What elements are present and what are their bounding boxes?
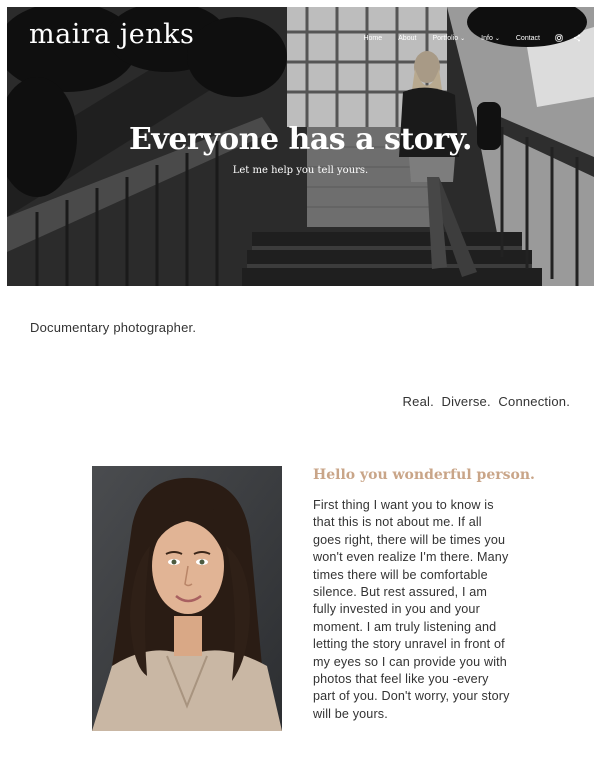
- portrait-photo: [92, 466, 282, 731]
- intro-heading: Hello you wonderful person.: [313, 467, 535, 483]
- intro-body: First thing I want you to know is that this is not about me. If all goes right, there will be times you won't even realize I'm there. Many times there will be comfortable silence. But rest assured, I am fully invested in you and your moment. I am truly listening and letting the story unravel in front of my eyes so I can provide you with photos that feel like you -every part of you. Don't worry, your story will be yours.: [313, 498, 510, 721]
- nav-info-label: Info: [481, 34, 493, 42]
- chevron-down-icon: ⌄: [494, 35, 500, 42]
- tagline: Documentary photographer.: [30, 320, 197, 335]
- nav-info[interactable]: [473, 35, 508, 42]
- hero-banner: [7, 7, 594, 286]
- share-icon[interactable]: [570, 33, 584, 43]
- nav-contact[interactable]: [508, 35, 548, 42]
- site-logo[interactable]: maira jenks: [29, 19, 195, 50]
- instagram-icon[interactable]: [552, 33, 566, 43]
- portrait-illustration: [92, 466, 282, 731]
- nav-contact-label: Contact: [515, 34, 540, 42]
- values-statement: Real. Diverse. Connection.: [402, 394, 570, 409]
- nav-portfolio-label: Portfolio: [432, 34, 459, 42]
- hero-subtitle: Let me help you tell yours.: [232, 165, 369, 176]
- hero-title: Everyone has a story.: [129, 122, 472, 157]
- nav-about[interactable]: [390, 35, 424, 42]
- nav-home[interactable]: [355, 35, 390, 42]
- nav-home-label: Home: [363, 34, 383, 42]
- nav-about-label: About: [398, 34, 417, 42]
- main-nav: [355, 33, 584, 43]
- nav-portfolio[interactable]: [424, 35, 473, 42]
- chevron-down-icon: ⌄: [460, 35, 466, 42]
